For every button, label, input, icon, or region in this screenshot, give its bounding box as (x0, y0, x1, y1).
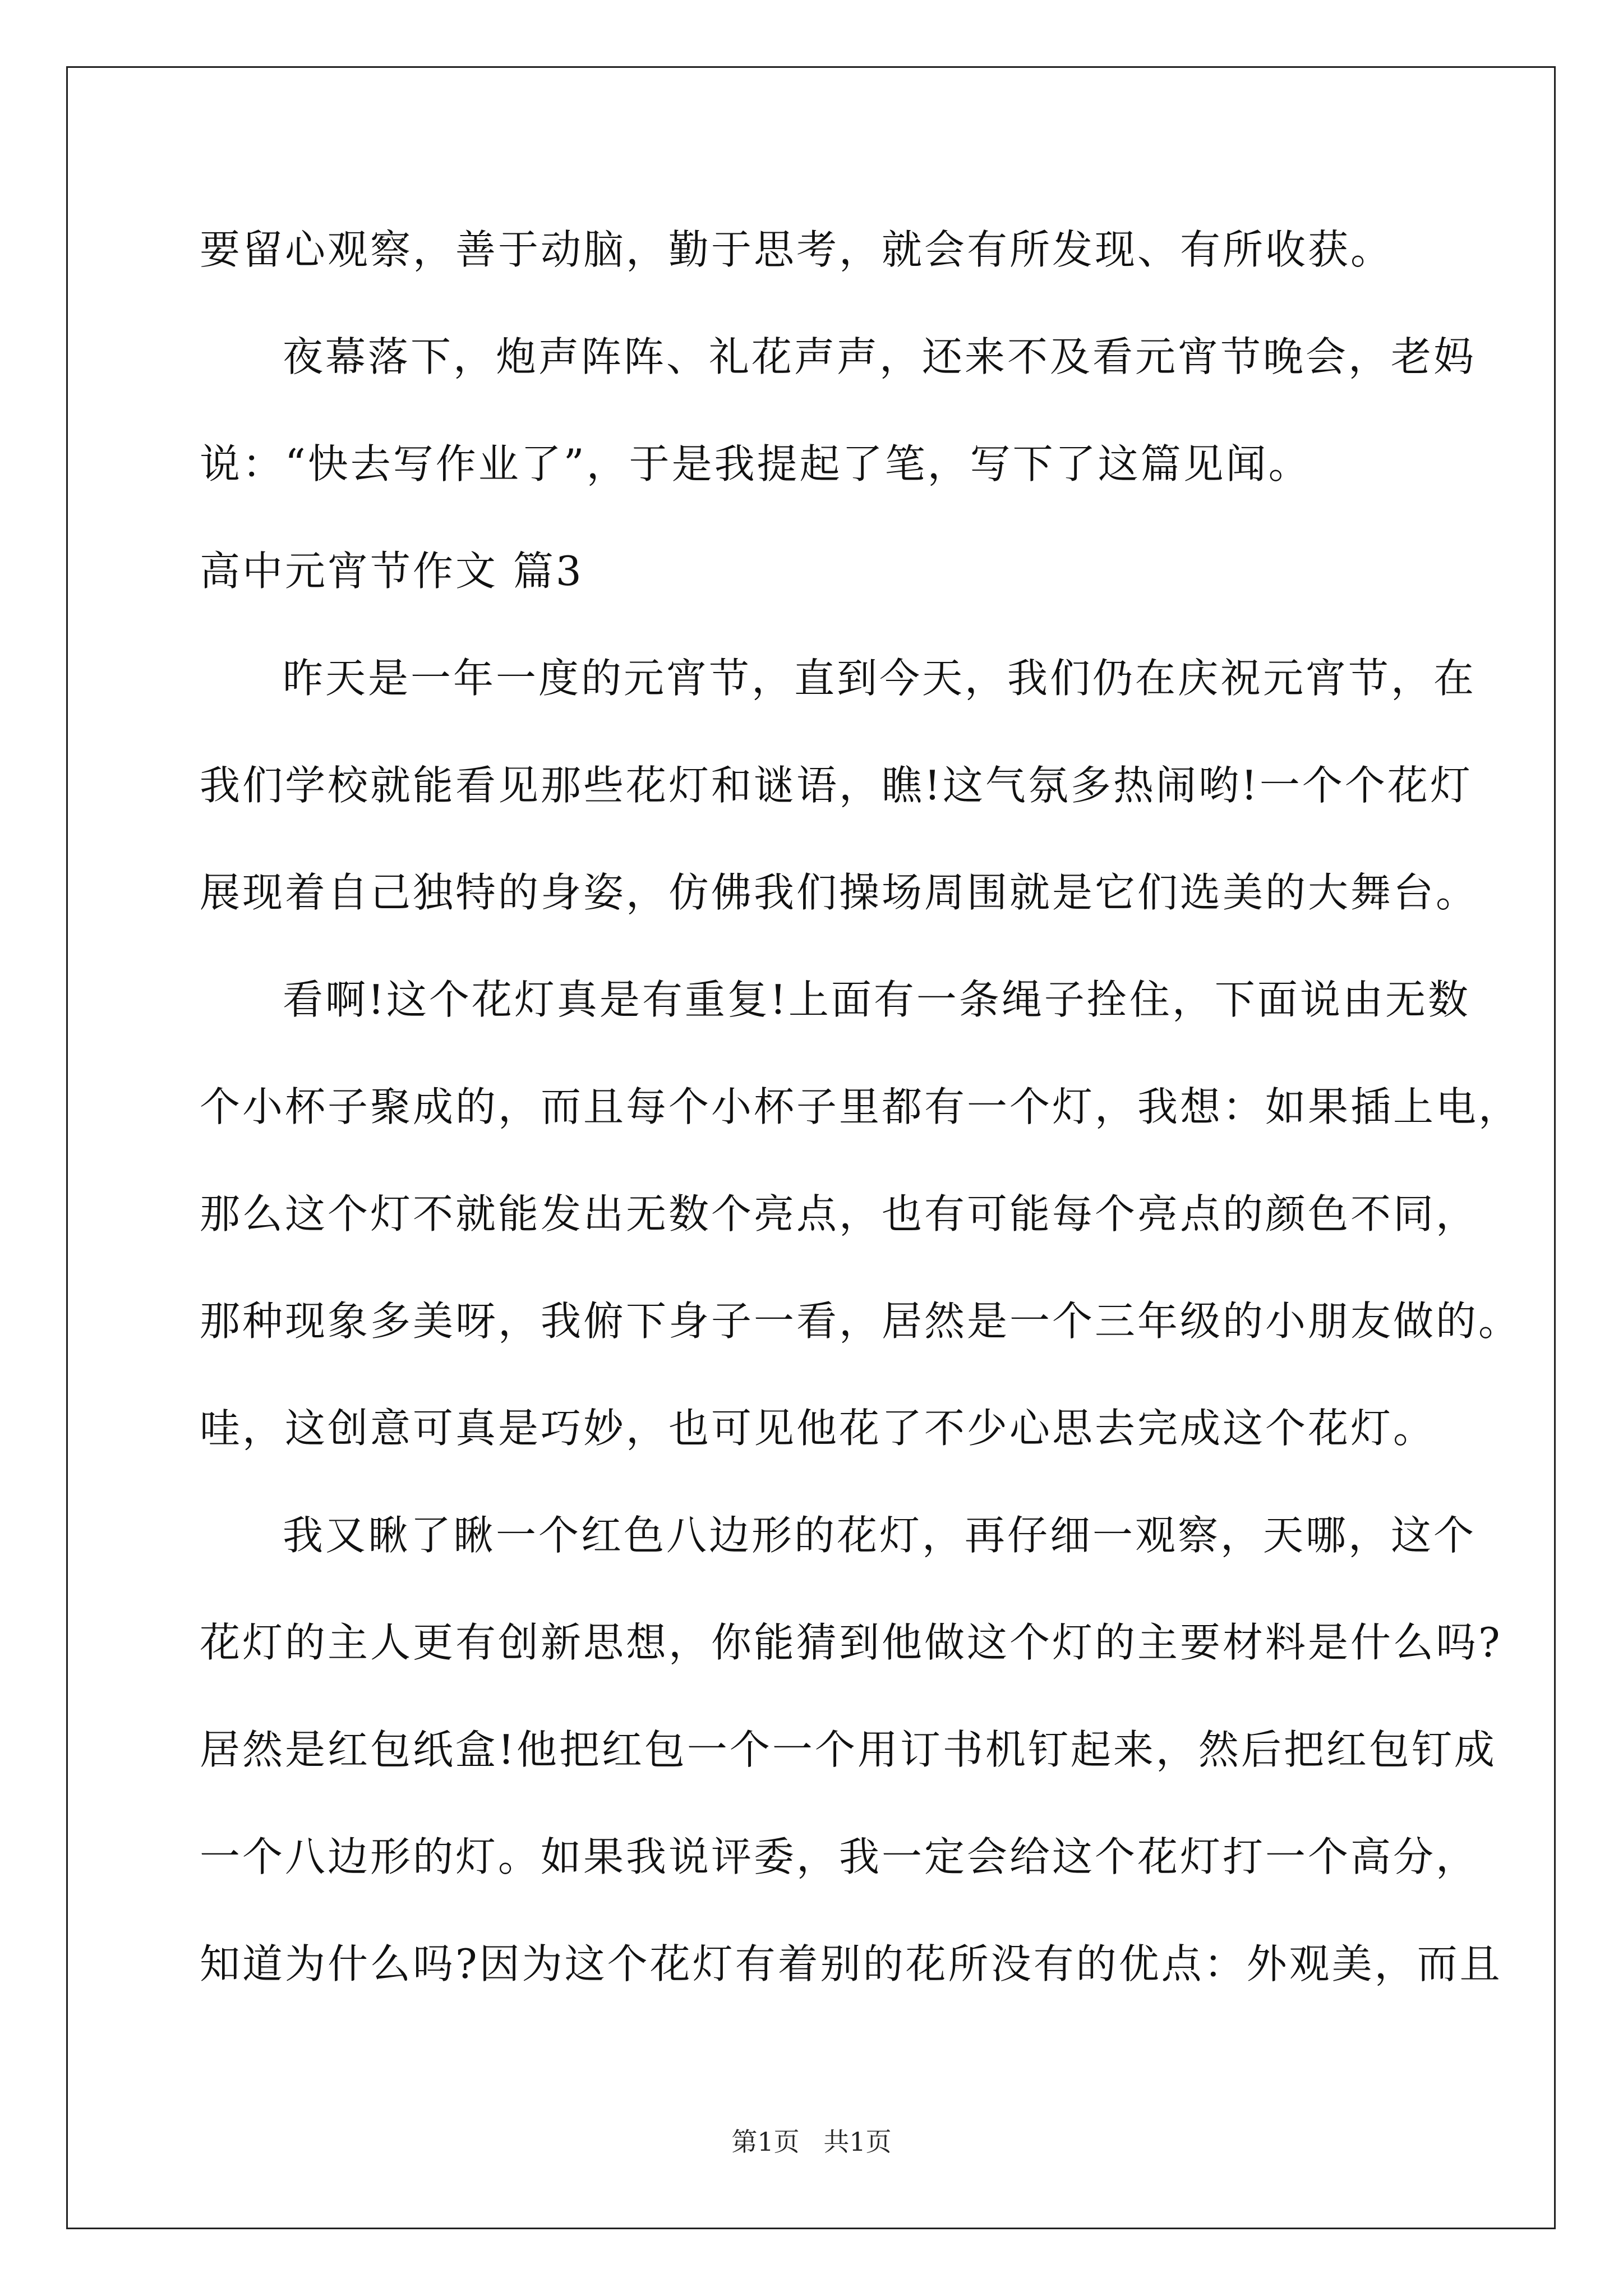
text-line: 哇，这创意可真是巧妙，也可见他花了不少心思去完成这个花灯。 (200, 1405, 1436, 1452)
text-line: 知道为什么吗?因为这个花灯有着别的花所没有的优点：外观美，而且 (200, 1940, 1502, 1987)
text-line: 我们学校就能看见那些花灯和谜语，瞧!这气氛多热闹哟!一个个花灯 (200, 762, 1473, 809)
text-line: 展现着自己独特的身姿，仿佛我们操场周围就是它们选美的大舞台。 (200, 869, 1479, 916)
section-heading: 高中元宵节作文 篇3 (200, 547, 584, 595)
text-line: 居然是红包纸盒!他把红包一个一个用订书机钉起来，然后把红包钉成 (200, 1726, 1497, 1773)
text-line: 那么这个灯不就能发出无数个亮点，也有可能每个亮点的颜色不同， (200, 1190, 1479, 1237)
page-footer (0, 2125, 1623, 2159)
text-line: 要留心观察，善于动脑，勤于思考，就会有所发现、有所收获。 (200, 226, 1394, 273)
page-number-total: 共1页 (823, 2127, 892, 2157)
text-line: 那种现象多美呀，我俯下身子一看，居然是一个三年级的小朋友做的。 (200, 1297, 1521, 1345)
page-number-current: 第1页 (731, 2127, 800, 2157)
text-line: 个小杯子聚成的，而且每个小杯子里都有一个灯，我想：如果插上电， (200, 1083, 1521, 1130)
text-line: 一个八边形的灯。如果我说评委，我一定会给这个花灯打一个高分， (200, 1833, 1479, 1880)
text-line: 花灯的主人更有创新思想，你能猜到他做这个灯的主要材料是什么吗? (200, 1619, 1502, 1666)
text-line: 看啊!这个花灯真是有重复!上面有一条绳子拴住，下面说由无数 (283, 976, 1470, 1023)
text-line: 我又瞅了瞅一个红色八边形的花灯，再仔细一观察，天哪，这个 (283, 1512, 1477, 1559)
text-line: 昨天是一年一度的元宵节，直到今天，我们仍在庆祝元宵节，在 (283, 655, 1477, 702)
text-line: 夜幕落下，炮声阵阵、礼花声声，还来不及看元宵节晚会，老妈 (283, 333, 1477, 380)
document-body (200, 210, 1521, 2032)
text-line: 说：“快去写作业了”，于是我提起了笔，写下了这篇见闻。 (200, 440, 1311, 487)
